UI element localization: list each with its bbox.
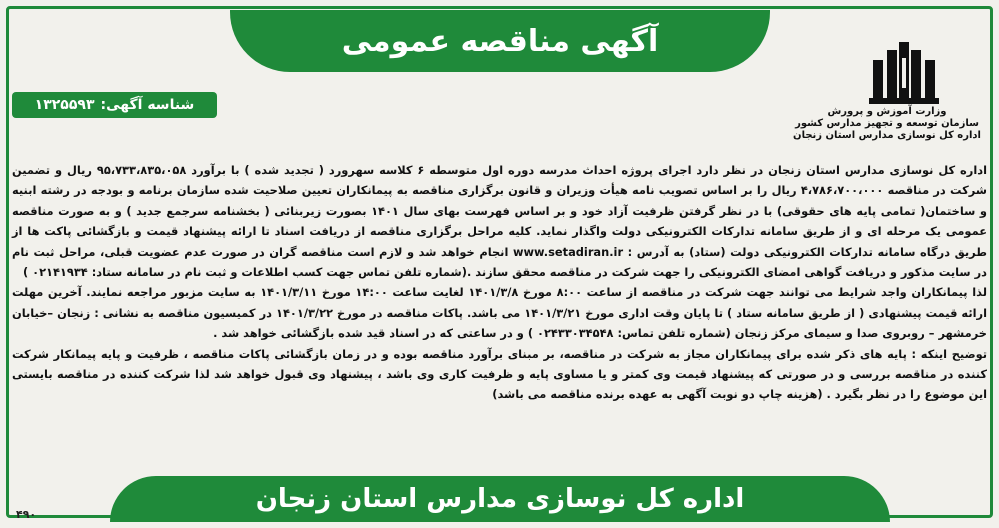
body-paragraph-2: لذا پیمانکاران واجد شرایط می توانند جهت شرکت در مناقصه از ساعت ۸:۰۰ مورخ ۱۴۰۱/۳/۸ لغایت ساعت ۱۴:۰۰ مورخ ۱۴۰۱/۳/۱۱ به سایت مزبور مراجعه نمایند. آخرین مهلت ارائه قیمت پیشنهادی ( از طریق سامانه ستاد ) تا پایان وقت اداری مورخ ۱۴۰۱/۳/۲۱ می باشد. پاکات مناقصه در مورخ ۱۴۰۱/۳/۲۲ در کمیسیون مناقصه به نشانی : زنجان –خیابان خرمشهر – روبروی صدا و سیمای مرکز زنجان (شماره تلفن تماس: ۰۲۴۳۳۰۳۴۵۴۸ ) و در ساعتی که در اسناد قید شده بازگشائی خواهد شد . (12, 285, 987, 341)
paragraph-1-text: اداره کل نوسازی مدارس استان زنجان در نظر دارد اجرای پروژه احداث مدرسه دوره اول متوسطه ۶ کلاسه سهرورد ( تجدید شده ) با برآورد ۹۵،۷۳۳،۸۳۵،۰۵۸ ریال و تضمین شرکت در مناقصه ۴،۷۸۶،۷۰۰،۰۰۰ ریال را بر اساس تصویب نامه هیأت وزیران و قانون برگزاری مناقصه به پیمانکاران تعیین صلاحیت شده سازمان برنامه و بودجه در رشته ابنیه و ساختمان( تمامی پایه های حقوقی) با در نظر گرفتن ظرفیت آزاد خود و بر اساس فهرست بهای سال ۱۴۰۱ بصورت زیربنائی ( بخشنامه سرجمع جدید ) و به صورت مناقصه عمومی یک مرحله ای و از طریق سامانه تدارکات الکترونیکی دولت واگذار نماید. کلیه مراحل برگزاری مناقصه از دریافت اسناد تا ارائه پیشنهاد قیمت و بازگشائی پاکت ها از طریق درگاه سامانه تدارکات الکترونیکی دولت (ستاد) به آدرس : (12, 163, 987, 259)
tracking-number: ۱۳۲۵۵۹۳ (34, 97, 95, 113)
body-paragraph-1 (12, 160, 987, 282)
paragraph-1-continued: انجام خواهد شد و لازم است مناقصه گران در صورت عدم عضویت قبلی، مراحل ثبت نام در سایت مذکور و دریافت گواهی امضای الکترونیکی را جهت شرکت در مناقصه محقق سازند .(شماره تلفن تماس جهت کسب اطلاعات و ثبت نام در سامانه ستاد: ۰۲۱۴۱۹۳۴ ) (12, 244, 987, 280)
page-number: ۴۹۰ (16, 508, 37, 521)
tracking-label: شناسه آگهی: (100, 97, 195, 113)
notice-title: آگهی مناقصه عمومی (341, 23, 659, 59)
organization-block (787, 106, 987, 142)
notice-body (12, 160, 987, 405)
setadiran-link[interactable]: www.setadiran.ir (512, 244, 624, 259)
org-line-department: اداره کل نوسازی مدارس استان زنجان (793, 130, 981, 141)
ministry-emblem-icon (867, 40, 941, 106)
tracking-badge (12, 92, 217, 118)
body-paragraph-3: توضیح اینکه : پایه های ذکر شده برای پیمانکاران مجاز به شرکت در مناقصه، بر مبنای برآورد مناقصه بوده و در زمان بازگشائی پاکات مناقصه ، ظرفیت و پایه پیمانکار شرکت کننده در مناقصه بررسی و در صورتی که پیشنهاد قیمت وی کمتر و یا مساوی پایه و ظرفیت کاری وی باشد ، پیشنهاد وی قبول خواهد شد لذا شرکت کننده در مناقصه بایستی این موضوع را در نظر بگیرد . (هزینه چاپ دو نوبت آگهی به عهده برنده مناقصه می باشد) (12, 346, 987, 402)
footer-title: اداره کل نوسازی مدارس استان زنجان (255, 484, 745, 514)
org-line-ministry: وزارت آموزش و پرورش (827, 106, 947, 117)
footer-banner (110, 476, 890, 522)
org-line-organization: سازمان توسعه و تجهیز مدارس کشور (795, 118, 979, 129)
header-banner (230, 10, 770, 72)
